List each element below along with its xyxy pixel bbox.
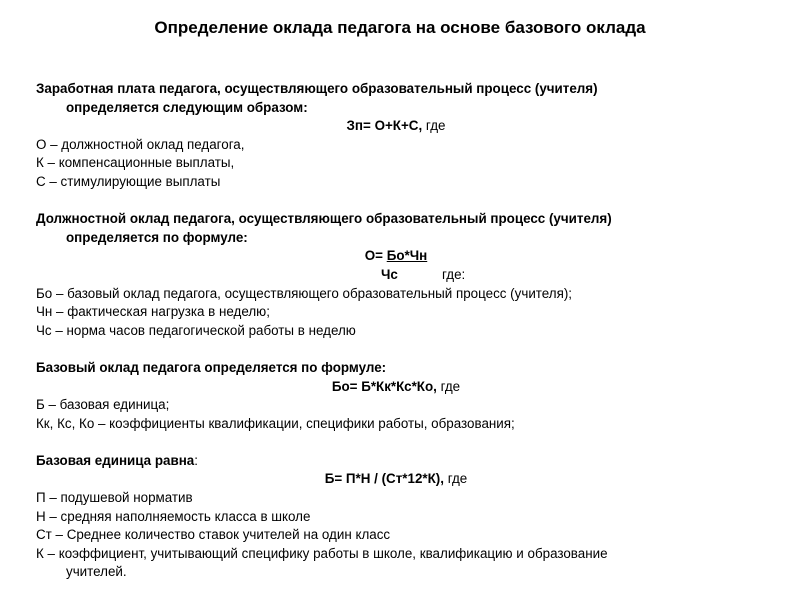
def-item-continuation: учителей. — [66, 564, 127, 580]
def-item: Кк, Кс, Ко – коэффициенты квалификации, специфики работы, образования; — [36, 415, 515, 431]
salary-rate-formula-denominator-line — [36, 266, 756, 285]
section4-heading: Базовая единица равна — [36, 452, 195, 468]
spacer — [36, 340, 756, 359]
def-item: К – коэффициент, учитывающий специфику работы в школе, квалификацию и образование — [36, 545, 608, 561]
def-item: К – компенсационные выплаты, — [36, 155, 235, 171]
salary-formula — [36, 117, 756, 136]
base-salary-formula-expression: Бо= Б*Кк*Кс*Ко, — [331, 378, 437, 394]
base-salary-formula-where: где — [436, 378, 461, 394]
salary-formula-expression: Зп= О+К+С, — [346, 118, 423, 134]
formula-where: где: — [442, 266, 466, 282]
section1-heading-line2: определяется следующим образом: — [66, 99, 308, 115]
def-item: Чс – норма часов педагогической работы в неделю — [36, 322, 356, 338]
salary-formula-where: где — [422, 118, 446, 134]
base-unit-formula — [36, 470, 756, 489]
section4-heading-colon: : — [194, 452, 198, 468]
def-item: О – должностной оклад педагога, — [36, 136, 245, 152]
spacer — [36, 433, 756, 452]
formula-denominator: Чс — [381, 266, 398, 282]
base-salary-formula — [36, 378, 756, 397]
spacer — [36, 192, 756, 211]
def-item: Б – базовая единица; — [36, 397, 170, 413]
formula-prefix: О= — [364, 248, 387, 264]
document-body — [36, 80, 756, 582]
salary-rate-formula-numerator-line — [36, 247, 756, 266]
section4-heading-line — [36, 452, 756, 471]
def-item: С – стимулирующие выплаты — [36, 173, 221, 189]
base-unit-formula-expression: Б= П*Н / (Ст*12*К), — [324, 471, 444, 487]
formula-numerator: Бо*Чн — [386, 248, 428, 264]
section1-heading-line1: Заработная плата педагога, осуществляющего образовательный процесс (учителя) — [36, 81, 598, 96]
section2-heading-line2: определяется по формуле: — [66, 229, 248, 245]
def-item: П – подушевой норматив — [36, 490, 193, 506]
def-item: Ст – Среднее количество ставок учителей на один класс — [36, 527, 391, 543]
section2-heading-line1: Должностной оклад педагога, осуществляющего образовательный процесс (учителя) — [36, 211, 612, 227]
def-item: Чн – фактическая нагрузка в неделю; — [36, 304, 270, 320]
section3-heading: Базовый оклад педагога определяется по формуле: — [36, 359, 387, 375]
def-item: Бо – базовый оклад педагога, осуществляющего образовательный процесс (учителя); — [36, 285, 573, 301]
page-title: Определение оклада педагога на основе базового оклада — [154, 18, 646, 37]
base-unit-formula-where: где — [443, 471, 468, 487]
def-item: Н – средняя наполняемость класса в школе — [36, 508, 311, 524]
